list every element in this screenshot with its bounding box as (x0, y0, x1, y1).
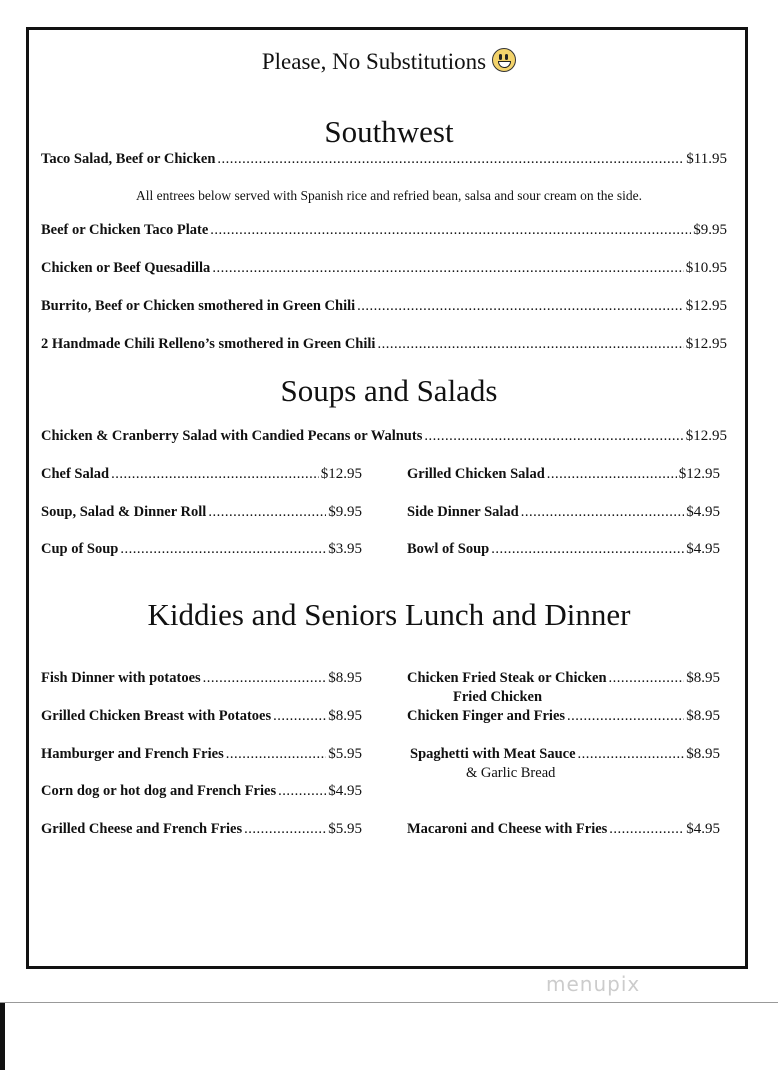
menu-item-continuation: & Garlic Bread (466, 765, 556, 781)
menu-item: Fish Dinner with potatoes ..... $8.95 (41, 670, 362, 687)
menu-item: Bowl of Soup ..... $4.95 (407, 541, 720, 558)
menu-item: Hamburger and French Fries ..... $5.95 (41, 746, 362, 763)
smiley-icon (492, 48, 516, 72)
menu-item: Chicken or Beef Quesadilla ..... $10.95 (41, 260, 727, 277)
menu-item: Chicken & Cranberry Salad with Candied Pecans or Walnuts ..... $12.95 (41, 428, 727, 445)
section-note: All entrees below served with Spanish rice and refried bean, salsa and sour cream on the side. (135, 188, 643, 203)
menu-item: Chicken Fried Steak or Chicken ..... $8.95 (407, 670, 720, 687)
menu-item: Cup of Soup ..... $3.95 (41, 541, 362, 558)
menu-item: Corn dog or hot dog and French Fries ..... $4.95 (41, 783, 362, 800)
menu-item: Taco Salad, Beef or Chicken ..... $11.95 (41, 151, 727, 168)
page-edge (0, 1002, 778, 1003)
menu-item: Spaghetti with Meat Sauce ..... $8.95 (410, 746, 720, 763)
section-title-kids: Kiddies and Seniors Lunch and Dinner (147, 597, 631, 632)
scan-edge (0, 1003, 5, 1070)
menu-item-continuation: Fried Chicken (453, 689, 543, 705)
menu-item: Soup, Salad & Dinner Roll ..... $9.95 (41, 504, 362, 521)
section-title-southwest: Southwest (324, 114, 454, 149)
menu-item: Chef Salad ..... $12.95 (41, 466, 362, 483)
menu-item: Side Dinner Salad ..... $4.95 (407, 504, 720, 521)
menu-header (0, 48, 778, 75)
menu-item: Grilled Cheese and French Fries ..... $5.95 (41, 821, 362, 838)
menu-item: Grilled Chicken Breast with Potatoes ..... $8.95 (41, 708, 362, 725)
menu-item: Chicken Finger and Fries ..... $8.95 (407, 708, 720, 725)
menu-item: Macaroni and Cheese with Fries ..... $4.95 (407, 821, 720, 838)
menu-item: Beef or Chicken Taco Plate ..... $9.95 (41, 222, 727, 239)
menu-item: Grilled Chicken Salad ..... $12.95 (407, 466, 720, 483)
menu-item: 2 Handmade Chili Relleno’s smothered in Green Chili ..... $12.95 (41, 336, 727, 353)
section-title-soups: Soups and Salads (280, 373, 498, 408)
watermark: menupix (546, 972, 641, 996)
menu-item: Burrito, Beef or Chicken smothered in Green Chili ..... $12.95 (41, 298, 727, 315)
header-title: Please, No Substitutions (261, 49, 487, 74)
